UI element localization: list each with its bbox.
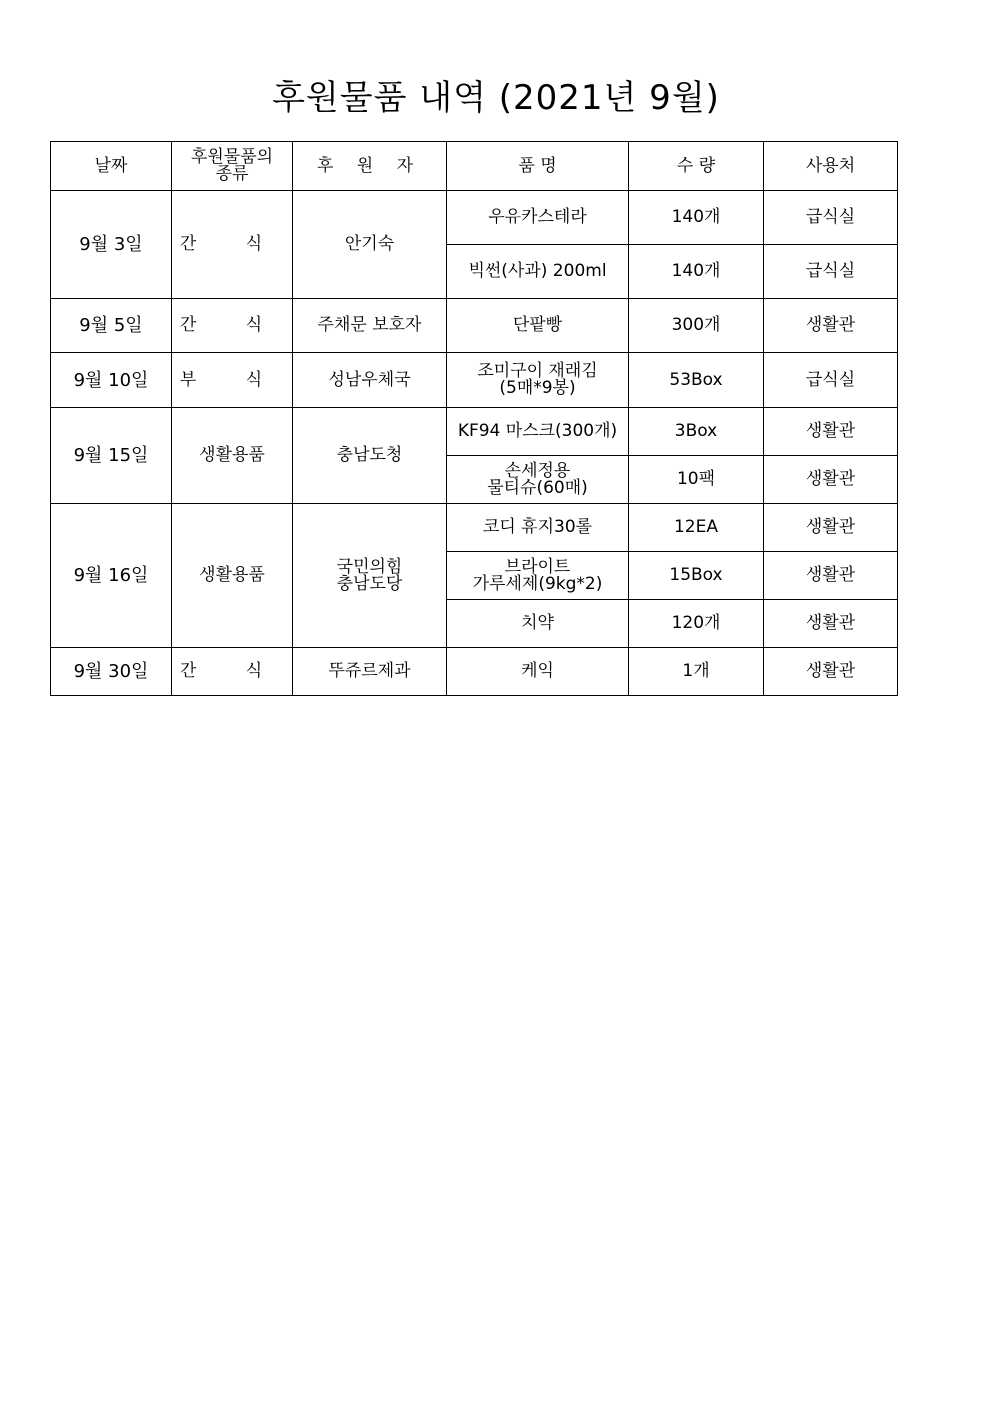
header-category: 후원물품의 종류 — [172, 142, 293, 191]
table-row — [51, 299, 898, 353]
cell-destination: 생활관 — [764, 456, 898, 504]
cell-quantity: 300개 — [629, 299, 764, 353]
header-item: 품 명 — [447, 142, 629, 191]
header-date: 날짜 — [51, 142, 172, 191]
cell-item: 치약 — [447, 600, 629, 648]
cell-quantity: 3Box — [629, 408, 764, 456]
cell-quantity: 120개 — [629, 600, 764, 648]
cell-item: 손세정용 물티슈(60매) — [447, 456, 629, 504]
cell-donor: 국민의힘 충남도당 — [293, 504, 447, 648]
cell-destination: 생활관 — [764, 648, 898, 696]
table-body — [51, 191, 898, 696]
cell-category: 간 식 — [172, 648, 293, 696]
cell-item: 브라이트 가루세제(9kg*2) — [447, 552, 629, 600]
table-header — [51, 142, 898, 191]
document-title: 후원물품 내역 (2021년 9월) — [272, 78, 720, 118]
cell-destination: 생활관 — [764, 299, 898, 353]
donation-table — [50, 141, 898, 696]
table-row — [51, 191, 898, 245]
cell-date: 9월 30일 — [51, 648, 172, 696]
cell-category: 간 식 — [172, 299, 293, 353]
cell-destination: 급식실 — [764, 191, 898, 245]
header-destination: 사용처 — [764, 142, 898, 191]
cell-category: 간 식 — [172, 191, 293, 299]
cell-date: 9월 16일 — [51, 504, 172, 648]
cell-quantity: 15Box — [629, 552, 764, 600]
cell-destination: 생활관 — [764, 552, 898, 600]
cell-destination: 급식실 — [764, 245, 898, 299]
cell-category: 생활용품 — [172, 408, 293, 504]
cell-category: 부 식 — [172, 353, 293, 408]
cell-date: 9월 3일 — [51, 191, 172, 299]
cell-destination: 생활관 — [764, 504, 898, 552]
table-row — [51, 353, 898, 408]
cell-donor: 뚜쥬르제과 — [293, 648, 447, 696]
cell-date: 9월 5일 — [51, 299, 172, 353]
cell-item: 단팥빵 — [447, 299, 629, 353]
cell-donor: 안기숙 — [293, 191, 447, 299]
cell-item: 조미구이 재래김 (5매*9봉) — [447, 353, 629, 408]
header-quantity: 수 량 — [629, 142, 764, 191]
cell-quantity: 12EA — [629, 504, 764, 552]
table-row — [51, 504, 898, 552]
table-row — [51, 648, 898, 696]
cell-donor: 성남우체국 — [293, 353, 447, 408]
cell-item: 우유카스테라 — [447, 191, 629, 245]
cell-destination: 급식실 — [764, 353, 898, 408]
cell-item: 케익 — [447, 648, 629, 696]
cell-item: KF94 마스크(300개) — [447, 408, 629, 456]
cell-quantity: 140개 — [629, 191, 764, 245]
cell-date: 9월 15일 — [51, 408, 172, 504]
cell-quantity: 53Box — [629, 353, 764, 408]
cell-item: 빅썬(사과) 200ml — [447, 245, 629, 299]
cell-category: 생활용품 — [172, 504, 293, 648]
cell-destination: 생활관 — [764, 408, 898, 456]
cell-quantity: 1개 — [629, 648, 764, 696]
cell-date: 9월 10일 — [51, 353, 172, 408]
cell-donor: 충남도청 — [293, 408, 447, 504]
cell-donor: 주채문 보호자 — [293, 299, 447, 353]
header-row — [51, 142, 898, 191]
header-donor: 후 원 자 — [293, 142, 447, 191]
table-row — [51, 408, 898, 456]
cell-quantity: 10팩 — [629, 456, 764, 504]
cell-item: 코디 휴지30롤 — [447, 504, 629, 552]
cell-quantity: 140개 — [629, 245, 764, 299]
cell-destination: 생활관 — [764, 600, 898, 648]
